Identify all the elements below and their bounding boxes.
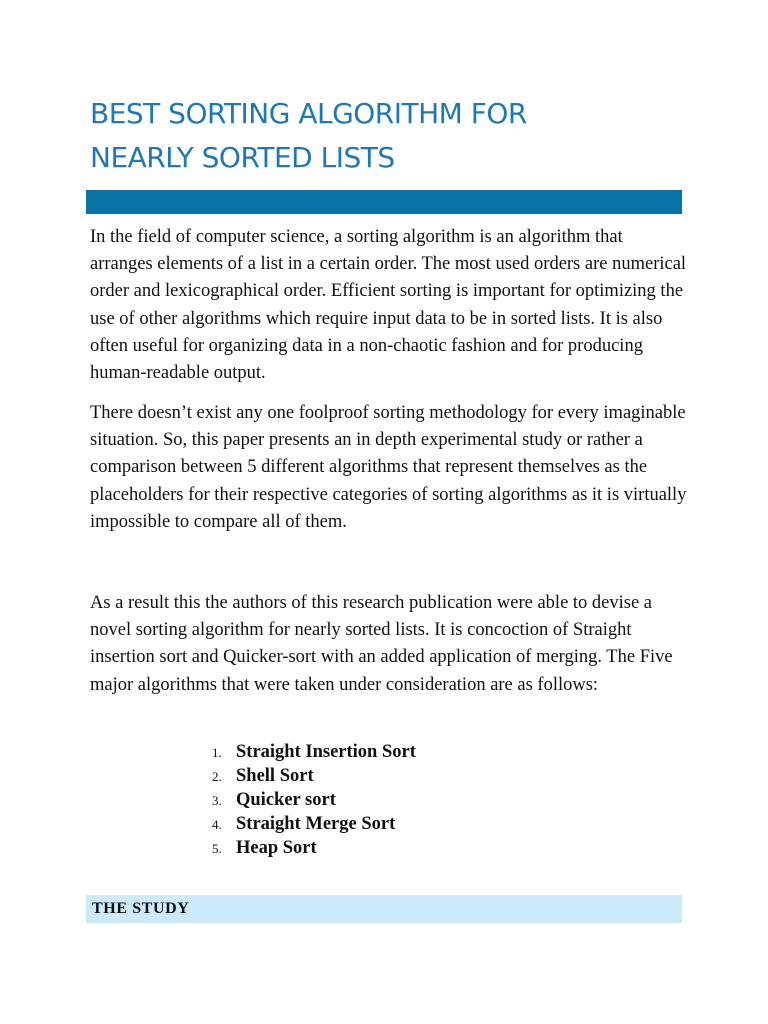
list-item — [212, 812, 416, 836]
list-item-label: Quicker sort — [236, 790, 336, 810]
title-underline-bar — [86, 190, 682, 214]
result-paragraph: As a result this the authors of this research publication were able to devise a novel sorting algorithm for nearly sorted lists. It is concoction of Straight insertion sort and Quicker-sort with an added application of merging. The Five major algorithms that were taken under consideration are as follows: — [90, 593, 673, 695]
list-item-number: 4. — [212, 817, 222, 832]
list-item — [212, 764, 416, 788]
algorithm-list — [212, 740, 416, 860]
intro-paragraph: In the field of computer science, a sorting algorithm is an algorithm that arranges elements of a list in a certain order. The most used orders are numerical order and lexicographical order. Efficient sorting is important for optimizing the use of other algorithms which require input data to be in sorted lists. It is also often useful for organizing data in a non-chaotic fashion and for producing human-readable output. — [90, 227, 687, 384]
list-item — [212, 788, 416, 812]
section-heading: THE STUDY — [92, 900, 190, 917]
list-item — [212, 740, 416, 764]
list-item-number: 5. — [212, 841, 222, 856]
list-item-number: 1. — [212, 745, 222, 760]
list-item-label: Straight Merge Sort — [236, 814, 396, 834]
list-item — [212, 836, 416, 860]
list-item-number: 2. — [212, 769, 222, 784]
title-line-2: NEARLY SORTED LISTS — [90, 141, 395, 174]
title-line-1: BEST SORTING ALGORITHM FOR — [90, 97, 527, 130]
list-item-label: Shell Sort — [236, 766, 314, 786]
section-heading-band — [86, 895, 682, 923]
document-title — [90, 92, 690, 180]
list-item-label: Straight Insertion Sort — [236, 742, 416, 762]
list-item-number: 3. — [212, 793, 222, 808]
list-item-label: Heap Sort — [236, 838, 317, 858]
methodology-paragraph: There doesn’t exist any one foolproof sorting methodology for every imaginable situation. So, this paper presents an in depth experimental study or rather a comparison between 5 different algorithms that represent themselves as the placeholders for their respective categories of sorting algorithms as it is virtually impossible to compare all of them. — [90, 403, 687, 532]
